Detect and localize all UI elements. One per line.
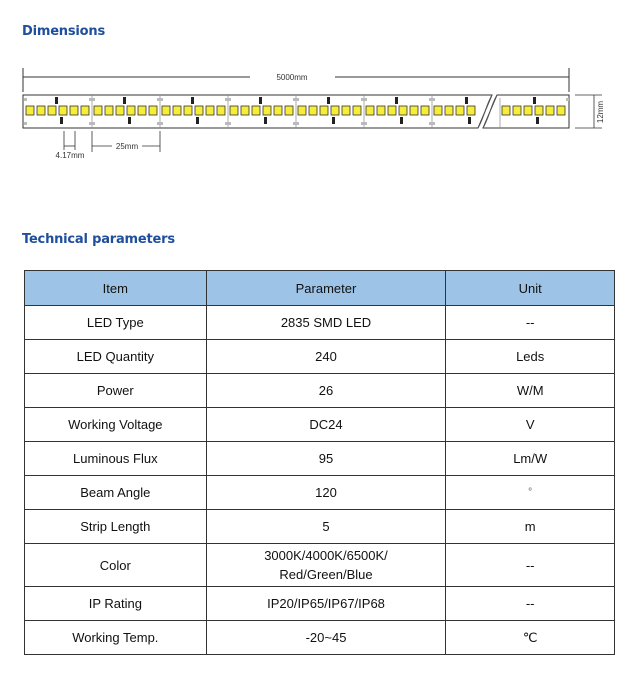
table-row xyxy=(25,621,615,655)
table-row xyxy=(25,544,615,587)
cell-item: LED Quantity xyxy=(25,340,207,374)
table-row xyxy=(25,340,615,374)
table-row xyxy=(25,587,615,621)
cell-parameter: 240 xyxy=(206,340,446,374)
cell-item: Beam Angle xyxy=(25,476,207,510)
technical-parameters-heading: Technical parameters xyxy=(22,232,175,247)
technical-parameters-table xyxy=(24,270,615,655)
cell-parameter: 26 xyxy=(206,374,446,408)
cell-item: Color xyxy=(25,544,207,587)
cell-item: LED Type xyxy=(25,306,207,340)
cell-item: IP Rating xyxy=(25,587,207,621)
cell-parameter xyxy=(206,544,446,587)
cell-unit: Leds xyxy=(446,340,615,374)
cell-unit: -- xyxy=(446,587,615,621)
cell-parameter: 2835 SMD LED xyxy=(206,306,446,340)
cell-parameter: 120 xyxy=(206,476,446,510)
cell-item: Working Temp. xyxy=(25,621,207,655)
led-strip xyxy=(23,95,569,128)
table-row xyxy=(25,306,615,340)
table-row xyxy=(25,374,615,408)
cell-parameter: DC24 xyxy=(206,408,446,442)
cell-unit: -- xyxy=(446,544,615,587)
cell-parameter: -20~45 xyxy=(206,621,446,655)
dimensions-heading: Dimensions xyxy=(22,24,105,39)
table-header-row xyxy=(25,271,615,306)
cell-unit: ℃ xyxy=(446,621,615,655)
led-strip-dimension-diagram xyxy=(0,60,643,170)
table-row xyxy=(25,408,615,442)
column-header-item: Item xyxy=(25,271,207,306)
cell-parameter: IP20/IP65/IP67/IP68 xyxy=(206,587,446,621)
cell-unit: ° xyxy=(446,476,615,510)
cell-unit: V xyxy=(446,408,615,442)
cell-parameter-line2: Red/Green/Blue xyxy=(279,567,373,582)
led-pitch-label: 4.17mm xyxy=(55,151,85,160)
cell-item: Working Voltage xyxy=(25,408,207,442)
cut-length-label: 25mm xyxy=(115,142,139,151)
led-pitch-dimension xyxy=(64,131,75,150)
total-length-label: 5000mm xyxy=(276,73,308,82)
cell-unit: W/M xyxy=(446,374,615,408)
cell-item: Power xyxy=(25,374,207,408)
cell-item: Strip Length xyxy=(25,510,207,544)
table-row xyxy=(25,510,615,544)
table-row xyxy=(25,476,615,510)
cell-parameter: 95 xyxy=(206,442,446,476)
column-header-parameter: Parameter xyxy=(206,271,446,306)
cell-unit: Lm/W xyxy=(446,442,615,476)
cell-parameter-line1: 3000K/4000K/6500K/ xyxy=(264,548,388,563)
table-row xyxy=(25,442,615,476)
cell-item: Luminous Flux xyxy=(25,442,207,476)
width-label: 12mm xyxy=(596,100,605,124)
column-header-unit: Unit xyxy=(446,271,615,306)
cell-unit: -- xyxy=(446,306,615,340)
cell-parameter: 5 xyxy=(206,510,446,544)
cell-unit: m xyxy=(446,510,615,544)
